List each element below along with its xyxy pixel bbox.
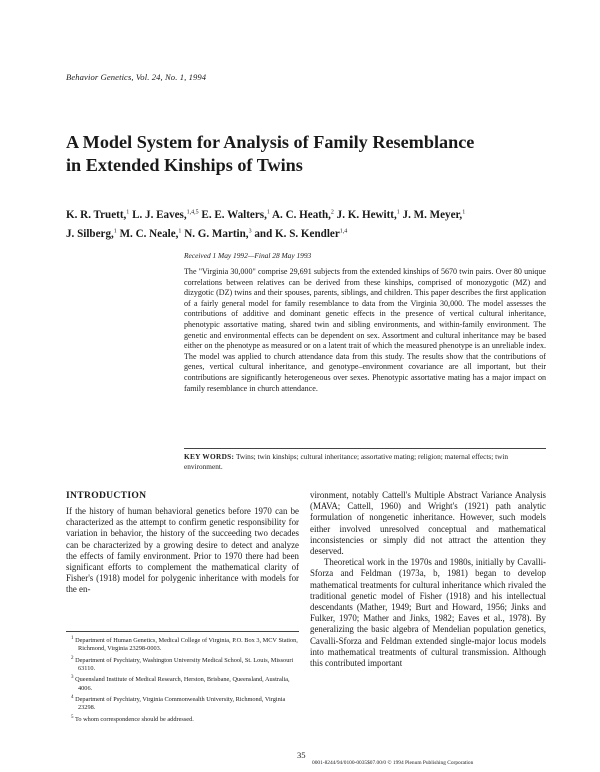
author: M. C. Neale,$^1$: [119, 227, 182, 240]
footnote: $^1$ Department of Human Genetics, Medical College of Virginia, P.O. Box 3, MCV Station, Richmond, Virginia 23298-0003.: [71, 636, 298, 653]
intro-paragraph: vironment, notably Cattell's Multiple Abstract Variance Analysis (MAVA; Cattell, 1960) and Wright's (1921) path analytic formulation of nongenetic inheritance. However, such models either involved unresolved conceptual and mathematical inconsistencies or simply did not attract the attention they deserved.: [310, 490, 546, 557]
author: L. J. Eaves,$^{1,4,5}$: [132, 208, 199, 221]
intro-left-column: If the history of human behavioral genetics before 1970 can be characterized as the attempt to confirm genetic responsibility for variation in behavior, the history of the succeeding two decades can be characterized by a growing desire to detect and analyze the effects of family environment. Prior to 1970 there had been significant efforts to complement the mathematical clarity of Fisher's (1918) model for polygenic inheritance with models for the en-: [66, 506, 299, 595]
author-list: [66, 204, 556, 242]
author: E. E. Walters,$^1$: [201, 208, 270, 221]
abstract: The "Virginia 30,000" comprise 29,691 subjects from the extended kinships of 5670 twin pairs. Over 80 unique correlations between relatives can be derived from these kinships, comprised of monozygotic (MZ) and dizygotic (DZ) twins and their spouses, parents, siblings, and children. This paper describes the first application of a fairly general model for family resemblance to data from the Virginia 30,000. The model assesses the contributions of additive and dominant genetic effects in the presence of vertical cultural inheritance, phenotypic assortative mating, shared twin and sibling environments, and within-family environment. The genetic and environmental effects can be dependent on sex. Assortment and cultural inheritance may be based either on the phenotype as measured or on a latent trait of which the measured phenotype is an unreliable index. The model was applied to church attendance data from this study. The results show that the contributions of genes, vertical cultural inheritance, and genotype–environment covariance are all important, but their contributions are significantly heterogeneous over sexes. Phenotypic assortative mating has a major impact on family resemblance in church attendance.: [184, 267, 546, 393]
footnote: $^5$ To whom correspondence should be addressed.: [71, 714, 194, 723]
copyright-line: 0001-8244/94/0100-0035$07.00/0 © 1994 Plenum Publishing Corporation: [312, 760, 474, 766]
footnotes: [66, 631, 299, 725]
received-dates: Received 1 May 1992—Final 28 May 1993: [184, 251, 312, 260]
title-line-2: in Extended Kinships of Twins: [66, 155, 303, 175]
intro-right-column: [310, 490, 546, 669]
author: A. C. Heath,$^2$: [272, 208, 334, 221]
keywords: [184, 448, 546, 471]
author: and K. S. Kendler$^{1,4}$: [254, 227, 348, 240]
intro-paragraph: Theoretical work in the 1970s and 1980s, initially by Cavalli-Sforza and Feldman (1973a, b, 1981) began to develop mathematical treatments for cultural inheritance which rivaled the traditional genetic model of Fisher (1918) and his intellectual descendants (Mather, 1949; Burt and Howard, 1956; Jinks and Fulker, 1970; Mather and Jinks, 1982; Eaves et al., 1978). By generalizing the basic algebra of Mendelian population genetics, Cavalli-Sforza and Feldman extended single-major locus models into mathematical treatments of cultural transmission. Although this contributed important: [310, 557, 546, 669]
author: J. K. Hewitt,$^1$: [336, 208, 400, 221]
footnote: $^4$ Department of Psychiatry, Virginia Commonwealth University, Richmond, Virginia 23298.: [71, 695, 286, 712]
author: J. Silberg,$^1$: [66, 227, 117, 240]
author: N. G. Martin,$^3$: [184, 227, 252, 240]
page-number: 35: [297, 750, 306, 760]
journal-citation: Behavior Genetics, Vol. 24, No. 1, 1994: [66, 72, 207, 82]
section-heading: INTRODUCTION: [66, 490, 147, 501]
keywords-label: KEY WORDS:: [184, 452, 235, 461]
keywords-text: Twins; twin kinships; cultural inheritance; assortative mating; religion; maternal effects; twin environment.: [184, 452, 509, 471]
author: J. M. Meyer,$^1$: [402, 208, 466, 221]
title-line-1: A Model System for Analysis of Family Resemblance: [66, 132, 475, 152]
article-title: [66, 131, 546, 177]
footnote: $^2$ Department of Psychiatry, Washington University Medical School, St. Louis, Missouri 63110.: [71, 655, 294, 673]
footnote: $^3$ Queensland Institute of Medical Research, Herston, Brisbane, Queensland, Australia, 4006.: [71, 675, 290, 692]
author: K. R. Truett,$^1$: [66, 208, 130, 221]
